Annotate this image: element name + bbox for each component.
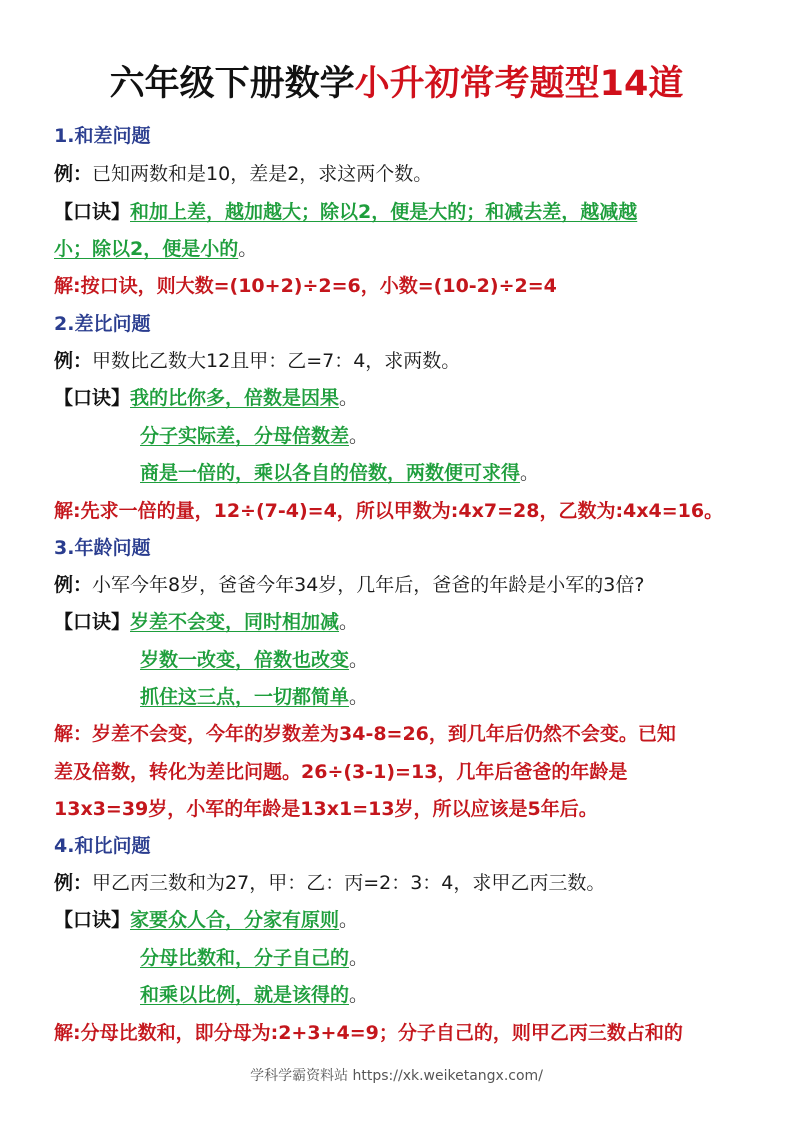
mnemonic-text: 商是一倍的，乘以各自的倍数，两数便可求得 — [140, 462, 521, 484]
mnemonic-end: 。 — [339, 611, 359, 633]
mnemonic-end: 。 — [339, 909, 359, 931]
section-2-mnemonic-line-2 — [140, 422, 368, 450]
section-4-mnemonic-line-3 — [140, 981, 368, 1009]
section-4-heading: 4.和比问题 — [54, 835, 151, 857]
title-part-2: 小升初常考题型14道 — [354, 64, 684, 104]
example-label: 例： — [54, 872, 93, 894]
mnemonic-text: 岁差不会变，同时相加减 — [130, 611, 340, 633]
section-3-mnemonic-line-1 — [54, 608, 358, 636]
mnemonic-end: 。 — [349, 686, 369, 708]
example-text: 甲数比乙数大12且甲：乙=7：4，求两数。 — [92, 350, 461, 372]
section-4-example — [54, 869, 605, 897]
mnemonic-text: 分子实际差，分母倍数差 — [140, 425, 350, 447]
mnemonic-label: 【口诀】 — [54, 201, 131, 223]
section-3-solution-line-3: 13x3=39岁，小军的年龄是13x1=13岁，所以应该是5年后。 — [54, 798, 598, 820]
example-label: 例： — [54, 574, 93, 596]
section-3-solution-line-1: 解：岁差不会变，今年的岁数差为34-8=26，到几年后仍然不会变。已知 — [54, 723, 676, 745]
section-1-mnemonic-line-2 — [54, 235, 257, 263]
section-1-example — [54, 160, 432, 188]
section-3-example — [54, 571, 644, 599]
section-4-solution: 解:分母比数和，即分母为:2+3+4=9；分子自己的，则甲乙丙三数占和的 — [54, 1022, 683, 1044]
mnemonic-text: 抓住这三点，一切都简单 — [140, 686, 350, 708]
section-3-heading: 3.年龄问题 — [54, 537, 151, 559]
section-4-mnemonic-line-2 — [140, 944, 368, 972]
example-text: 甲乙丙三数和为27，甲：乙：丙=2：3：4，求甲乙丙三数。 — [92, 872, 606, 894]
section-3-solution-line-2: 差及倍数，转化为差比问题。26÷(3-1)=13，几年后爸爸的年龄是 — [54, 761, 628, 783]
section-1-solution: 解:按口诀，则大数=(10+2)÷2=6，小数=(10-2)÷2=4 — [54, 275, 557, 297]
section-2-solution: 解:先求一倍的量，12÷(7-4)=4，所以甲数为:4x7=28，乙数为:4x4=16。 — [54, 500, 724, 522]
mnemonic-text: 家要众人合，分家有原则 — [130, 909, 340, 931]
example-text: 已知两数和是10，差是2，求这两个数。 — [92, 163, 433, 185]
section-2-mnemonic-line-3 — [140, 459, 539, 487]
mnemonic-text: 岁数一改变，倍数也改变 — [140, 649, 350, 671]
mnemonic-label: 【口诀】 — [54, 611, 131, 633]
mnemonic-end: 。 — [238, 238, 258, 260]
mnemonic-label: 【口诀】 — [54, 387, 131, 409]
section-2-example — [54, 347, 460, 375]
section-1-mnemonic-line-1 — [54, 198, 637, 226]
section-2-heading: 2.差比问题 — [54, 313, 151, 335]
mnemonic-end: 。 — [349, 984, 369, 1006]
example-text: 小军今年8岁，爸爸今年34岁，几年后，爸爸的年龄是小军的3倍? — [92, 574, 645, 596]
mnemonic-end: 。 — [339, 387, 359, 409]
section-3-mnemonic-line-3 — [140, 683, 368, 711]
mnemonic-end: 。 — [349, 649, 369, 671]
section-4-mnemonic-line-1 — [54, 906, 358, 934]
mnemonic-end: 。 — [349, 947, 369, 969]
section-1-heading: 1.和差问题 — [54, 125, 151, 147]
mnemonic-text: 小；除以2，便是小的 — [54, 238, 239, 260]
mnemonic-label: 【口诀】 — [54, 909, 131, 931]
mnemonic-text: 和乘以比例，就是该得的 — [140, 984, 350, 1006]
example-label: 例： — [54, 350, 93, 372]
mnemonic-text: 我的比你多，倍数是因果 — [130, 387, 340, 409]
page-title — [0, 60, 793, 108]
section-3-mnemonic-line-2 — [140, 646, 368, 674]
section-2-mnemonic-line-1 — [54, 384, 358, 412]
mnemonic-text: 分母比数和，分子自己的 — [140, 947, 350, 969]
mnemonic-text: 和加上差，越加越大；除以2，便是大的；和减去差，越减越 — [130, 201, 638, 223]
title-part-1: 六年级下册数学 — [109, 64, 355, 104]
mnemonic-end: 。 — [349, 425, 369, 447]
page-footer: 学科学霸资料站 https://xk.weiketangx.com/ — [250, 1068, 543, 1084]
example-label: 例： — [54, 163, 93, 185]
mnemonic-end: 。 — [520, 462, 540, 484]
